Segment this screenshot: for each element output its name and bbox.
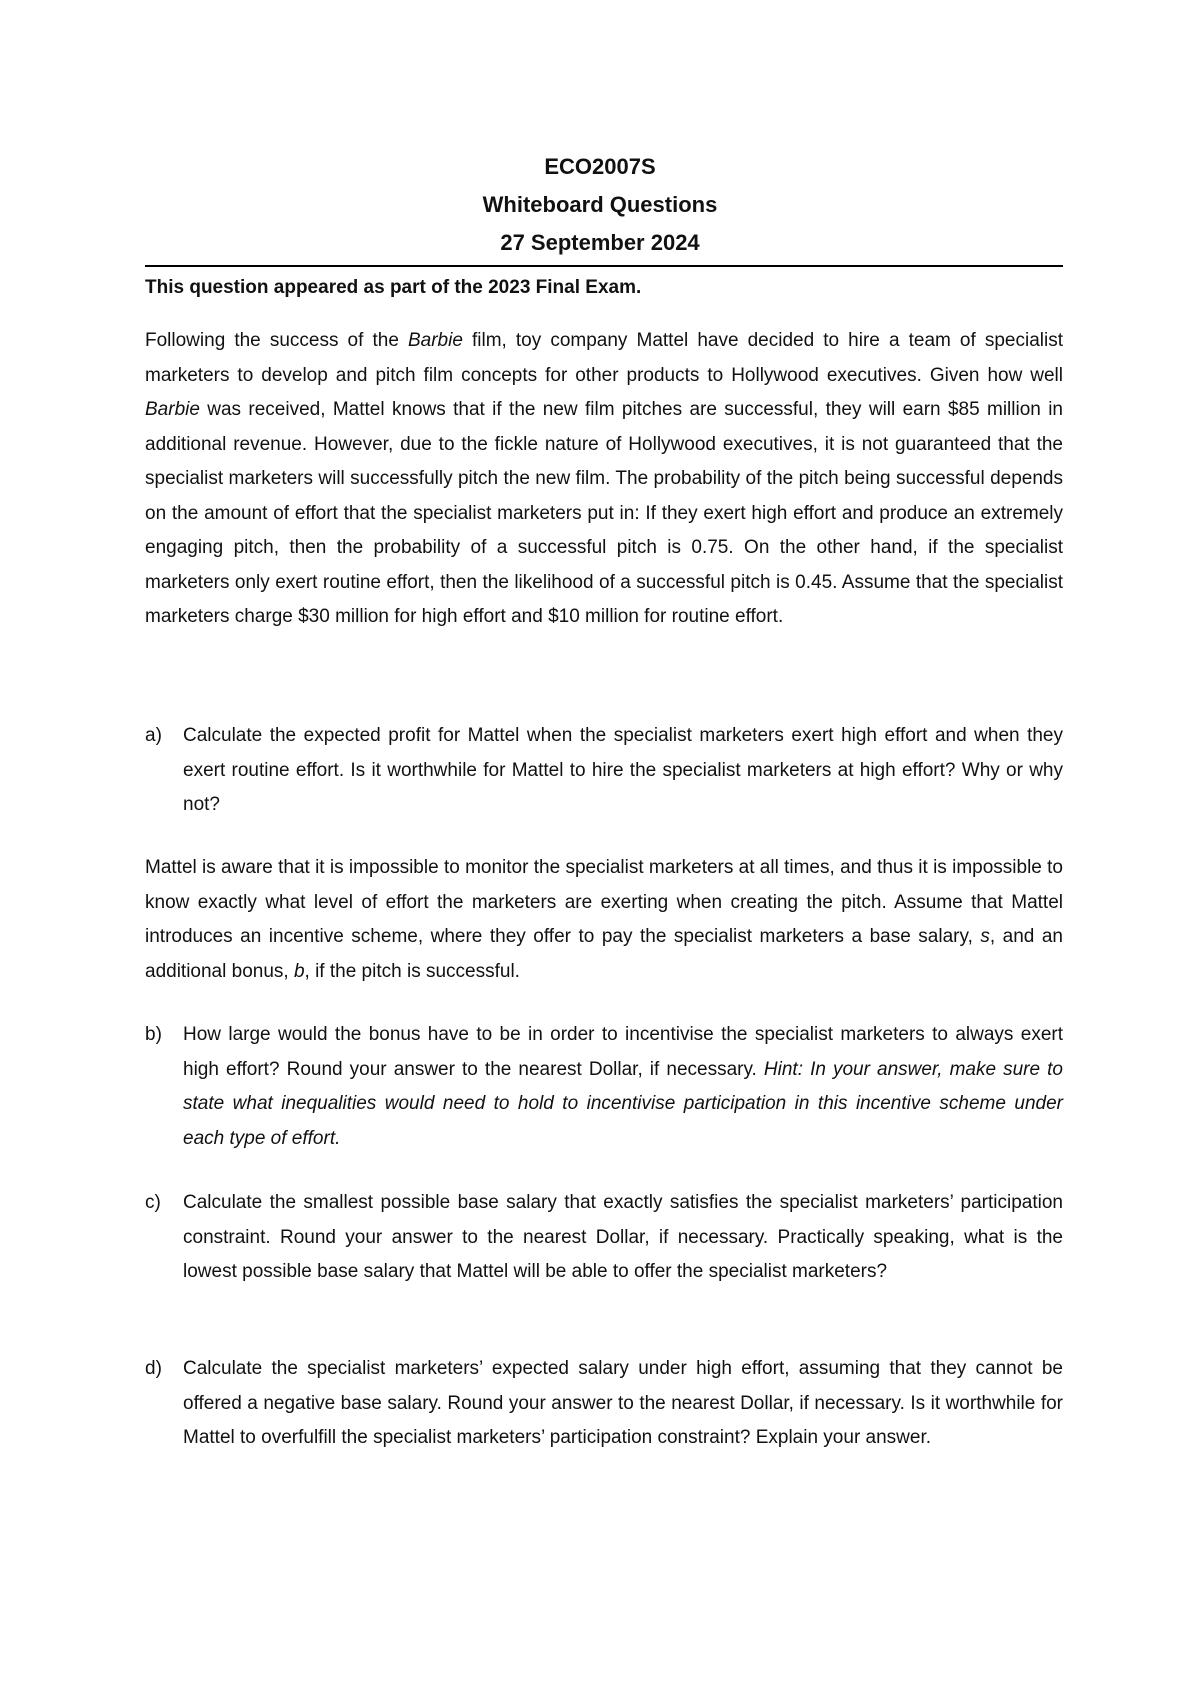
question-a-text: Calculate the expected profit for Mattel when the specialist marketers exert high effort and when they exert routine effort. Is it worthwhile for Mattel to hire the specialist marketers at high effort? Why or why not? — [183, 725, 1063, 815]
scenario-film-title-2: Barbie — [145, 399, 200, 420]
intro-note: This question appeared as part of the 2023 Final Exam. — [145, 277, 642, 298]
scenario-text-1: Following the success of the — [145, 330, 408, 351]
question-d — [145, 1352, 1063, 1456]
document-title: Whiteboard Questions — [482, 192, 718, 217]
question-b — [145, 1018, 1063, 1156]
question-b-label: b) — [145, 1024, 162, 1045]
question-d-text: Calculate the specialist marketers’ expected salary under high effort, assuming that they cannot be offered a negative base salary. Round your answer to the nearest Dollar, if necessary. Is it worthwhile for Mattel to overfulfill the specialist marketers’ participation constraint? Explain your answer. — [183, 1358, 1063, 1448]
incentive-text-2: , and an additional bonus, — [145, 926, 1063, 982]
question-a — [145, 719, 1063, 823]
question-a-label: a) — [145, 725, 162, 746]
question-b-hint: Hint: In your answer, make sure to state what inequalities would need to hold to incentivise participation in this incentive scheme under each type of effort. — [183, 1058, 1063, 1149]
question-c-text: Calculate the smallest possible base salary that exactly satisfies the specialist marketers’ participation constraint. Round your answer to the nearest Dollar, if necessary. Practically speaking, what is the lowest possible base salary that Mattel will be able to offer the specialist marketers? — [183, 1192, 1063, 1282]
question-c-label: c) — [145, 1192, 161, 1213]
header-divider — [145, 265, 1063, 267]
base-salary-symbol: s — [980, 926, 990, 947]
document-date: 27 September 2024 — [500, 230, 700, 255]
question-c — [145, 1186, 1063, 1290]
incentive-paragraph — [145, 851, 1063, 989]
question-b-body — [183, 1018, 1063, 1156]
bonus-symbol: b — [293, 960, 305, 982]
scenario-paragraph — [145, 324, 1063, 635]
scenario-text-3: was received, Mattel knows that if the new film pitches are successful, they will earn $85 million in additional revenue. However, due to the fickle nature of Hollywood executives, it is not guaranteed that the specialist marketers will successfully pitch the new film. The probability of the pitch being successful depends on the amount of effort that the specialist marketers put in: If they exert high effort and produce an extremely engaging pitch, then the probability of a successful pitch is 0.75. On the other hand, if the specialist marketers only exert routine effort, then the likelihood of a successful pitch is 0.45. Assume that the specialist marketers charge $30 million for high effort and $10 million for routine effort. — [145, 399, 1063, 627]
scenario-film-title-1: Barbie — [407, 330, 463, 351]
document-header — [0, 148, 1200, 262]
course-code: ECO2007S — [544, 154, 656, 179]
question-d-label: d) — [145, 1358, 162, 1379]
scenario-text-2: film, toy company Mattel have decided to hire a team of specialist marketers to develop and pitch film concepts for other products to Hollywood executives. Given how well — [145, 330, 1063, 386]
incentive-text-3: , if the pitch is successful. — [304, 960, 520, 982]
incentive-text-1: Mattel is aware that it is impossible to monitor the specialist marketers at all times, and thus it is impossible to know exactly what level of effort the marketers are exerting when creating the pitch. Assume that Mattel introduces an incentive scheme, where they offer to pay the specialist marketers a base salary, — [145, 857, 1063, 947]
question-b-text: How large would the bonus have to be in order to incentivise the specialist marketers to always exert high effort? Round your answer to the nearest Dollar, if necessary. — [183, 1024, 1063, 1080]
